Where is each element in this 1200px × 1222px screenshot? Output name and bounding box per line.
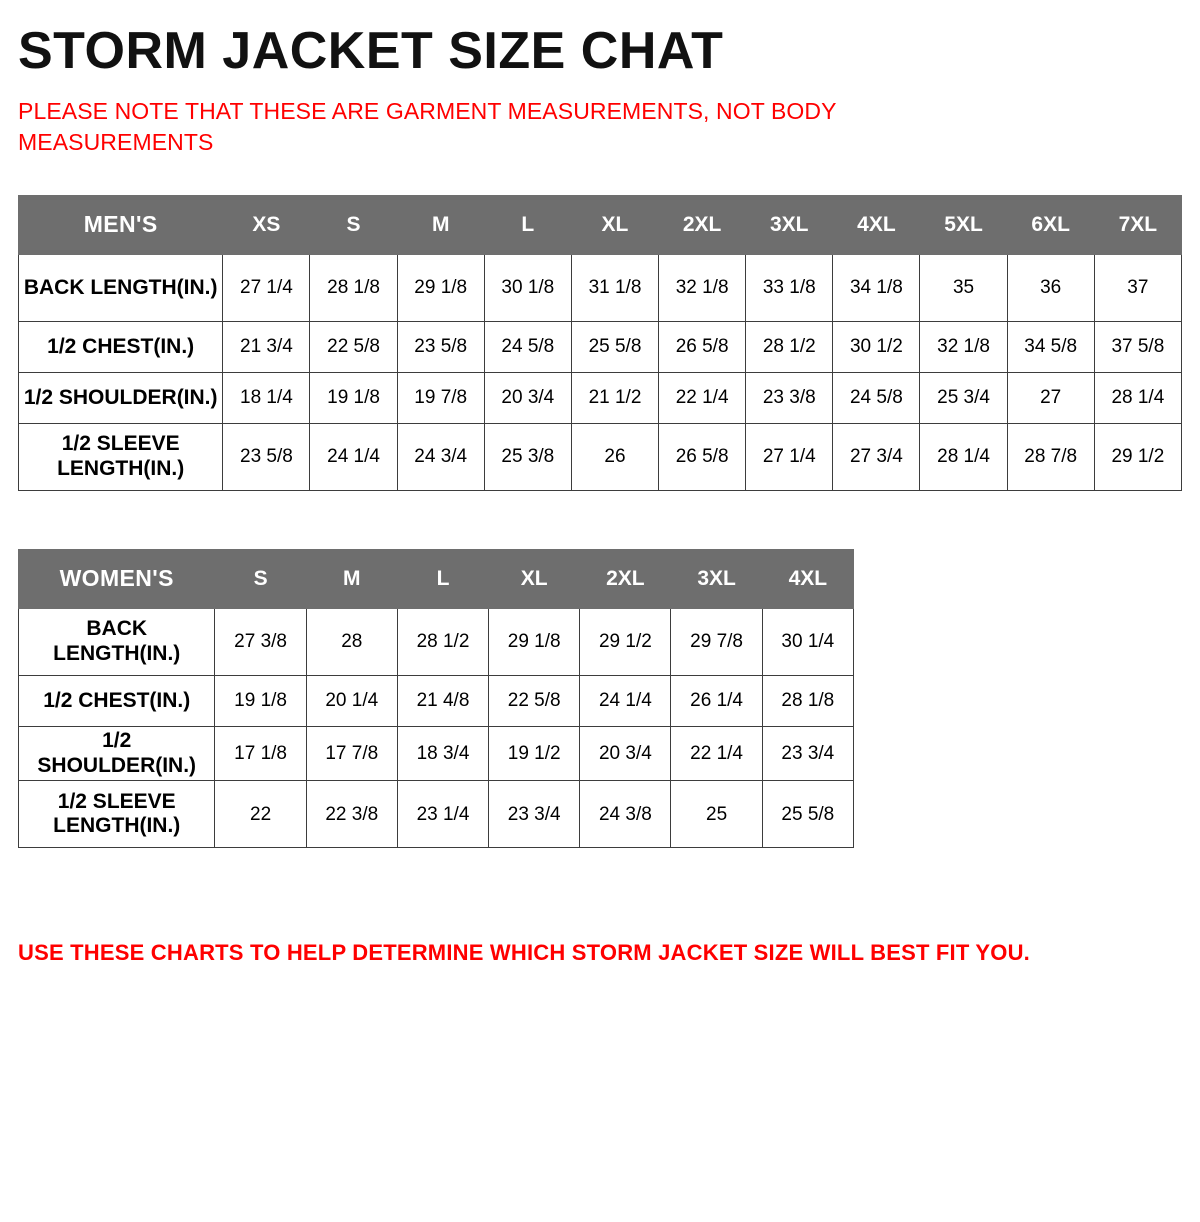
mens-cell: 34 5/8 xyxy=(1007,321,1094,372)
womens-cell: 23 1/4 xyxy=(397,781,488,848)
mens-size-header: XL xyxy=(571,195,658,254)
womens-cell: 22 xyxy=(215,781,306,848)
womens-cell: 28 xyxy=(306,608,397,675)
garment-measurement-note: PLEASE NOTE THAT THESE ARE GARMENT MEASUREMENTS, NOT BODY MEASUREMENTS xyxy=(18,98,837,155)
mens-cell: 28 1/2 xyxy=(746,321,833,372)
womens-cell: 24 3/8 xyxy=(580,781,671,848)
womens-size-header: 4XL xyxy=(762,549,853,608)
mens-row-label: 1/2 SHOULDER(IN.) xyxy=(19,372,223,423)
table-row xyxy=(19,321,1182,372)
womens-cell: 20 1/4 xyxy=(306,675,397,726)
mens-cell: 37 5/8 xyxy=(1094,321,1181,372)
womens-row-label: BACK LENGTH(IN.) xyxy=(19,608,215,675)
mens-cell: 27 xyxy=(1007,372,1094,423)
womens-cell: 17 7/8 xyxy=(306,726,397,781)
womens-row-label: 1/2 SHOULDER(IN.) xyxy=(19,726,215,781)
mens-cell: 28 7/8 xyxy=(1007,423,1094,490)
mens-cell: 27 1/4 xyxy=(223,254,310,321)
mens-row-label: 1/2 CHEST(IN.) xyxy=(19,321,223,372)
womens-header-row xyxy=(19,549,854,608)
mens-cell: 24 5/8 xyxy=(484,321,571,372)
womens-cell: 18 3/4 xyxy=(397,726,488,781)
womens-cell: 29 7/8 xyxy=(671,608,762,675)
table-row xyxy=(19,781,854,848)
mens-cell: 34 1/8 xyxy=(833,254,920,321)
size-chart-page xyxy=(0,22,1200,1222)
mens-cell: 28 1/4 xyxy=(1094,372,1181,423)
womens-size-header: L xyxy=(397,549,488,608)
mens-cell: 23 5/8 xyxy=(397,321,484,372)
page-title: STORM JACKET SIZE CHAT xyxy=(18,22,724,80)
womens-cell: 22 3/8 xyxy=(306,781,397,848)
mens-cell: 25 5/8 xyxy=(571,321,658,372)
womens-cell: 30 1/4 xyxy=(762,608,853,675)
mens-cell: 35 xyxy=(920,254,1007,321)
womens-cell: 28 1/2 xyxy=(397,608,488,675)
mens-size-header: L xyxy=(484,195,571,254)
mens-cell: 36 xyxy=(1007,254,1094,321)
mens-cell: 21 3/4 xyxy=(223,321,310,372)
womens-cell: 20 3/4 xyxy=(580,726,671,781)
womens-cell: 22 1/4 xyxy=(671,726,762,781)
mens-size-header: 6XL xyxy=(1007,195,1094,254)
mens-cell: 22 1/4 xyxy=(659,372,746,423)
womens-cell: 29 1/8 xyxy=(489,608,580,675)
womens-size-header: XL xyxy=(489,549,580,608)
womens-cell: 19 1/8 xyxy=(215,675,306,726)
mens-cell: 27 1/4 xyxy=(746,423,833,490)
mens-cell: 24 5/8 xyxy=(833,372,920,423)
mens-size-header: 7XL xyxy=(1094,195,1181,254)
mens-cell: 20 3/4 xyxy=(484,372,571,423)
table-row xyxy=(19,372,1182,423)
table-row xyxy=(19,423,1182,490)
mens-cell: 26 xyxy=(571,423,658,490)
mens-cell: 26 5/8 xyxy=(659,423,746,490)
womens-cell: 23 3/4 xyxy=(762,726,853,781)
mens-size-header: 5XL xyxy=(920,195,1007,254)
mens-size-header: S xyxy=(310,195,397,254)
mens-cell: 30 1/2 xyxy=(833,321,920,372)
womens-cell: 23 3/4 xyxy=(489,781,580,848)
mens-cell: 31 1/8 xyxy=(571,254,658,321)
womens-size-header: S xyxy=(215,549,306,608)
womens-cell: 24 1/4 xyxy=(580,675,671,726)
mens-row-label: BACK LENGTH(IN.) xyxy=(19,254,223,321)
table-row xyxy=(19,608,854,675)
mens-cell: 24 3/4 xyxy=(397,423,484,490)
mens-corner-label: MEN'S xyxy=(19,195,223,254)
womens-corner-label: WOMEN'S xyxy=(19,549,215,608)
mens-row-label: 1/2 SLEEVE LENGTH(IN.) xyxy=(19,423,223,490)
mens-cell: 21 1/2 xyxy=(571,372,658,423)
mens-cell: 23 5/8 xyxy=(223,423,310,490)
table-row xyxy=(19,254,1182,321)
mens-size-header: XS xyxy=(223,195,310,254)
womens-size-header: 2XL xyxy=(580,549,671,608)
womens-cell: 25 5/8 xyxy=(762,781,853,848)
womens-cell: 29 1/2 xyxy=(580,608,671,675)
mens-cell: 33 1/8 xyxy=(746,254,833,321)
footer-note: USE THESE CHARTS TO HELP DETERMINE WHICH STORM JACKET SIZE WILL BEST FIT YOU. xyxy=(18,940,1030,966)
mens-cell: 25 3/8 xyxy=(484,423,571,490)
womens-size-header: M xyxy=(306,549,397,608)
mens-cell: 19 7/8 xyxy=(397,372,484,423)
mens-cell: 25 3/4 xyxy=(920,372,1007,423)
mens-cell: 19 1/8 xyxy=(310,372,397,423)
mens-size-table xyxy=(18,195,1182,491)
mens-size-header: 2XL xyxy=(659,195,746,254)
mens-cell: 18 1/4 xyxy=(223,372,310,423)
table-row xyxy=(19,726,854,781)
table-row xyxy=(19,675,854,726)
womens-cell: 26 1/4 xyxy=(671,675,762,726)
womens-size-header: 3XL xyxy=(671,549,762,608)
mens-cell: 32 1/8 xyxy=(659,254,746,321)
mens-cell: 26 5/8 xyxy=(659,321,746,372)
mens-cell: 24 1/4 xyxy=(310,423,397,490)
mens-cell: 23 3/8 xyxy=(746,372,833,423)
womens-row-label: 1/2 SLEEVE LENGTH(IN.) xyxy=(19,781,215,848)
mens-cell: 22 5/8 xyxy=(310,321,397,372)
mens-cell: 29 1/8 xyxy=(397,254,484,321)
mens-size-header: 3XL xyxy=(746,195,833,254)
womens-cell: 21 4/8 xyxy=(397,675,488,726)
womens-row-label: 1/2 CHEST(IN.) xyxy=(19,675,215,726)
mens-cell: 27 3/4 xyxy=(833,423,920,490)
womens-size-table xyxy=(18,549,854,849)
mens-cell: 30 1/8 xyxy=(484,254,571,321)
mens-header-row xyxy=(19,195,1182,254)
mens-cell: 37 xyxy=(1094,254,1181,321)
mens-cell: 29 1/2 xyxy=(1094,423,1181,490)
mens-cell: 32 1/8 xyxy=(920,321,1007,372)
womens-cell: 19 1/2 xyxy=(489,726,580,781)
womens-cell: 25 xyxy=(671,781,762,848)
mens-cell: 28 1/4 xyxy=(920,423,1007,490)
womens-cell: 17 1/8 xyxy=(215,726,306,781)
womens-cell: 28 1/8 xyxy=(762,675,853,726)
mens-cell: 28 1/8 xyxy=(310,254,397,321)
womens-cell: 22 5/8 xyxy=(489,675,580,726)
mens-size-header: M xyxy=(397,195,484,254)
mens-size-header: 4XL xyxy=(833,195,920,254)
womens-cell: 27 3/8 xyxy=(215,608,306,675)
